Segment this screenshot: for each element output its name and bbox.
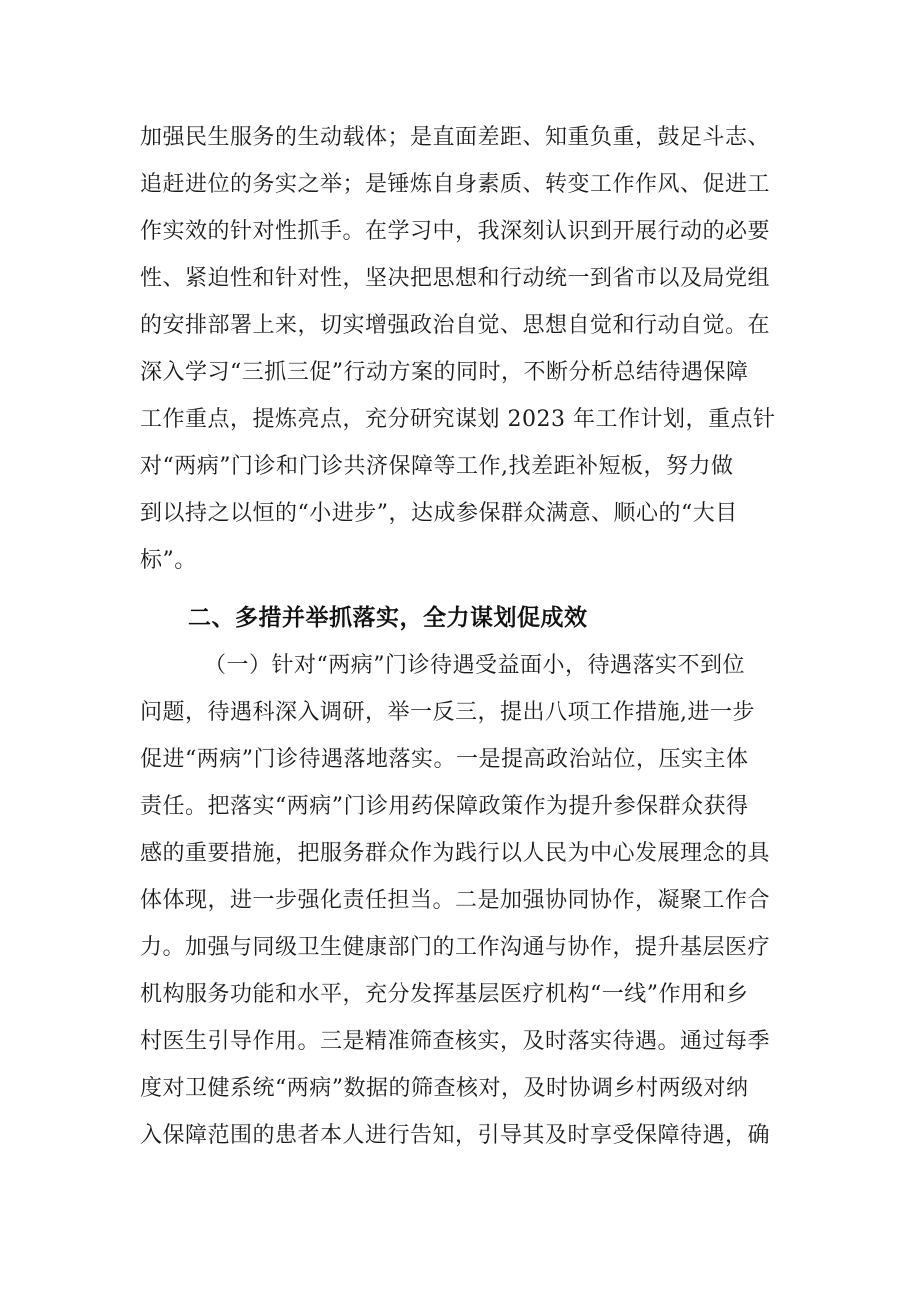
paragraph-2-line: 体体现，进一步强化责任担当。二是加强协同协作，凝聚工作合 — [140, 888, 771, 913]
paragraph-2-line: 感的重要措施，把服务群众作为践行以人民为中心发展理念的具 — [140, 841, 771, 866]
paragraph-1-line: 加强民生服务的生动载体；是直面差距、知重负重，鼓足斗志、 — [140, 125, 771, 150]
paragraph-1-line: 作实效的针对性抓手。在学习中，我深刻认识到开展行动的必要 — [140, 219, 771, 244]
paragraph-1-line: 追赶进位的务实之举；是锤炼自身素质、转变工作作风、促进工 — [140, 172, 771, 197]
paragraph-2-line: 力。加强与同级卫生健康部门的工作沟通与协作，提升基层医疗 — [140, 935, 771, 960]
paragraph-2-line: 促进“两病”门诊待遇落地落实。一是提高政治站位，压实主体 — [140, 747, 749, 772]
paragraph-2-line: 问题，待遇科深入调研，举一反三，提出八项工作措施,进一步 — [140, 700, 755, 725]
paragraph-2-line: 责任。把落实“两病”门诊用药保障政策作为提升参保群众获得 — [140, 794, 749, 819]
paragraph-1-line: 到以持之以恒的“小进步”，达成参保群众满意、顺心的“大目 — [140, 501, 738, 526]
paragraph-1-line: 深入学习“三抓三促”行动方案的同时，不断分析总结待遇保障 — [140, 360, 749, 385]
paragraph-1-line: 对“两病”门诊和门诊共济保障等工作,找差距补短板，努力做 — [140, 454, 734, 479]
paragraph-1-line: 标”。 — [140, 548, 197, 573]
paragraph-2-line: 入保障范围的患者本人进行告知，引导其及时享受保障待遇，确 — [140, 1123, 771, 1148]
paragraph-1-line: 工作重点，提炼亮点，充分研究谋划 2023 年工作计划，重点针 — [140, 407, 776, 432]
paragraph-1-line: 的安排部署上来，切实增强政治自觉、思想自觉和行动自觉。在 — [140, 313, 771, 338]
section-heading: 二、多措并举抓落实，全力谋划促成效 — [188, 605, 588, 631]
paragraph-2-line: 村医生引导作用。三是精准筛查核实，及时落实待遇。通过每季 — [140, 1029, 771, 1054]
paragraph-2-line: （一）针对“两病”门诊待遇受益面小，待遇落实不到位 — [204, 653, 745, 678]
paragraph-1-line: 性、紧迫性和针对性，坚决把思想和行动统一到省市以及局党组 — [140, 266, 771, 291]
paragraph-2-line: 度对卫健系统“两病”数据的筛查核对，及时协调乡村两级对纳 — [140, 1076, 749, 1101]
paragraph-2-line: 机构服务功能和水平，充分发挥基层医疗机构“一线”作用和乡 — [140, 982, 749, 1007]
